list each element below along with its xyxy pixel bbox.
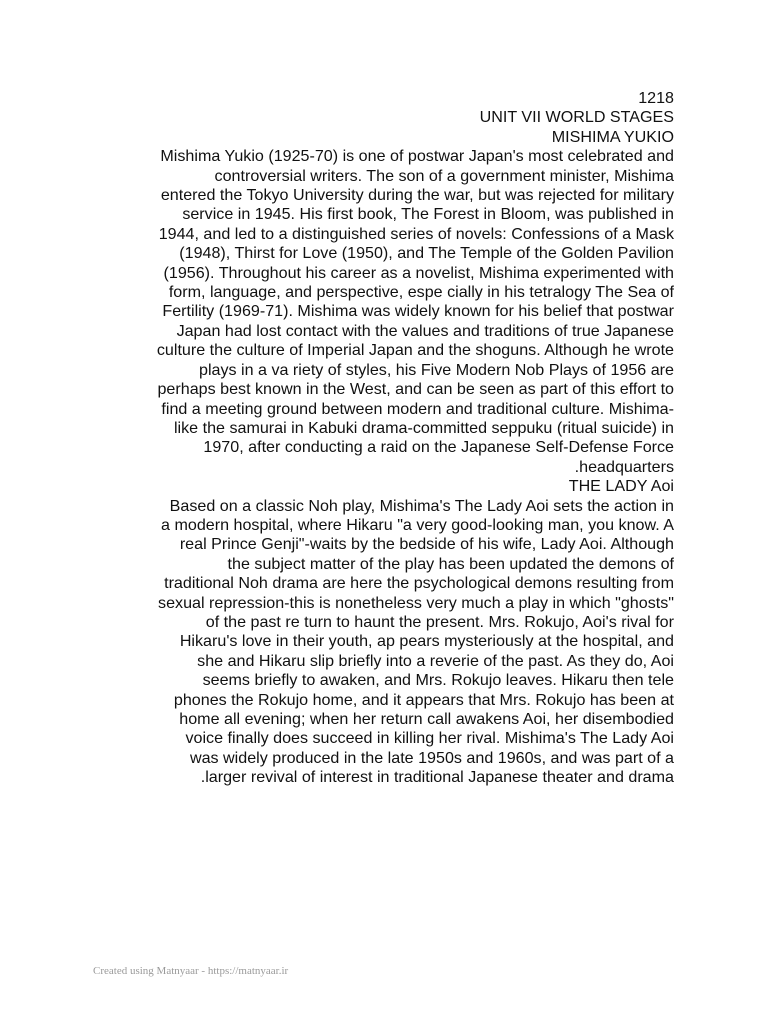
text-line: controversial writers. The son of a government minister, Mishima <box>214 166 674 185</box>
text-line: (1956). Throughout his career as a novelist, Mishima experimented with <box>163 263 674 282</box>
text-line: Mishima Yukio (1925-70) is one of postwar Japan's most celebrated and <box>160 147 674 166</box>
text-line: find a meeting ground between modern and traditional culture. Mishima- <box>161 399 674 418</box>
play-heading: THE LADY Aoi <box>568 477 674 496</box>
text-line: plays in a va riety of styles, his Five Modern Nob Plays of 1956 are <box>199 360 674 379</box>
play-paragraph <box>60 497 674 788</box>
text-line: Hikaru's love in their youth, ap pears mysteriously at the hospital, and <box>179 632 674 651</box>
text-line: the subject matter of the play has been updated the demons of <box>227 554 674 573</box>
text-line: entered the Tokyo University during the war, but was rejected for military <box>160 186 674 205</box>
text-line: Japan had lost contact with the values and traditions of true Japanese <box>176 321 674 340</box>
bio-paragraph <box>60 147 674 477</box>
text-line: Based on a classic Noh play, Mishima's The Lady Aoi sets the action in <box>169 496 674 515</box>
text-line: Fertility (1969-71). Mishima was widely known for his belief that postwar <box>162 302 674 321</box>
text-line: real Prince Genji"-waits by the bedside of his wife, Lady Aoi. Although <box>179 535 674 554</box>
text-line: form, language, and perspective, espe cially in his tetralogy The Sea of <box>168 283 674 302</box>
text-line: service in 1945. His first book, The Forest in Bloom, was published in <box>182 205 674 224</box>
text-line: of the past re turn to haunt the present. Mrs. Rokujo, Aoi's rival for <box>205 612 674 631</box>
text-line: she and Hikaru slip briefly into a reverie of the past. As they do, Aoi <box>197 651 674 670</box>
text-line: seems briefly to awaken, and Mrs. Rokujo leaves. Hikaru then tele <box>202 671 674 690</box>
text-block <box>60 89 674 788</box>
text-line: culture the culture of Imperial Japan and the shoguns. Although he wrote <box>156 341 674 360</box>
text-line: like the samurai in Kabuki drama-committed seppuku (ritual suicide) in <box>173 418 674 437</box>
watermark-footer: Created using Matnyaar - https://matnyaar.ir <box>93 965 289 977</box>
page-number: 1218 <box>638 89 674 107</box>
text-line: traditional Noh drama are here the psychological demons resulting from <box>164 574 674 593</box>
text-line: a modern hospital, where Hikaru "a very good-looking man, you know. A <box>161 515 674 534</box>
text-line: was widely produced in the late 1950s and 1960s, and was part of a <box>189 748 674 767</box>
author-heading: MISHIMA YUKIO <box>551 127 674 146</box>
text-line: 1970, after conducting a raid on the Japanese Self-Defense Force <box>203 438 674 457</box>
text-line: perhaps best known in the West, and can be seen as part of this effort to <box>157 380 674 399</box>
text-line: phones the Rokujo home, and it appears that Mrs. Rokujo has been at <box>173 690 674 709</box>
text-line: .larger revival of interest in traditional Japanese theater and drama <box>200 768 674 787</box>
unit-heading: UNIT VII WORLD STAGES <box>479 108 674 127</box>
text-line: .headquarters <box>574 457 674 476</box>
text-line: sexual repression-this is nonetheless very much a play in which "ghosts" <box>158 593 674 612</box>
text-line: home all evening; when her return call awakens Aoi, her disembodied <box>179 710 674 728</box>
text-line: (1948), Thirst for Love (1950), and The Temple of the Golden Pavilion <box>179 244 674 263</box>
text-line: 1944, and led to a distinguished series of novels: Confessions of a Mask <box>158 224 674 243</box>
text-line: voice finally does succeed in killing her rival. Mishima's The Lady Aoi <box>185 729 674 748</box>
